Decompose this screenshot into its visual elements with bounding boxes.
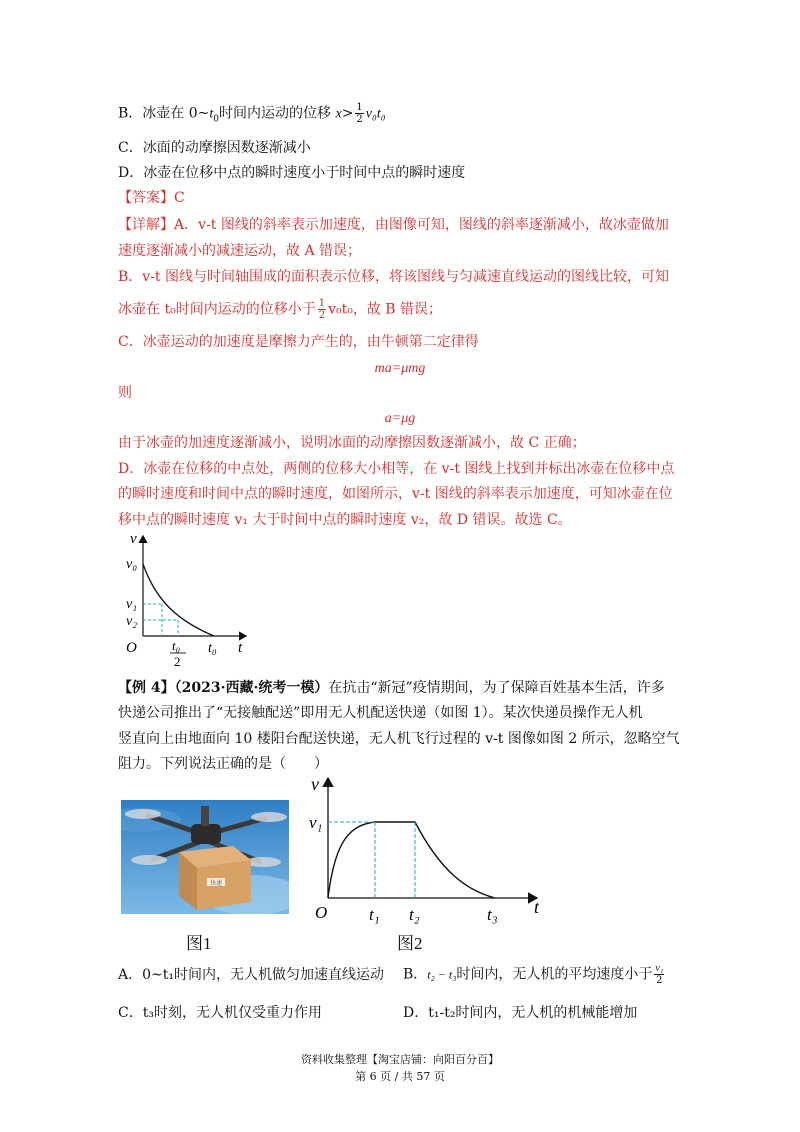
example4-option-c: C．t₃时刻，无人机仅受重力作用 bbox=[118, 1005, 322, 1021]
equation-acceleration: a=μg bbox=[384, 411, 416, 426]
footer-page-number: 第 6 页 / 共 57 页 bbox=[355, 1070, 445, 1083]
explanation-then: 则 bbox=[118, 385, 132, 401]
velocity-curve bbox=[328, 822, 495, 898]
example4-line-4: 阻力。下列说法正确的是（ ） bbox=[118, 756, 328, 772]
explanation-line-1: 【详解】A．v-t 图线的斜率表示加速度，由图像可知，图线的斜率逐渐减小，故冰壶做加 bbox=[118, 217, 669, 233]
label-v2: v₂ bbox=[126, 614, 138, 629]
label-t0: t₀ bbox=[208, 641, 217, 656]
label-v: v bbox=[130, 531, 137, 547]
example4-line-1: 【例 4】（2023·西藏·统考一模）在抗击“新冠”疫情期间，为了保障百姓基本生活，许多 bbox=[118, 680, 665, 696]
option-b: B．冰壶在 $0\sim t_0$时间内运动的位移 x> $\frac{1}{2}$ v₀t₀ bbox=[118, 102, 386, 125]
label-t0-half-den: 2 bbox=[174, 654, 181, 669]
drone-vt-graph bbox=[305, 770, 550, 930]
answer-label: 【答案】C bbox=[118, 190, 185, 206]
label-t0-half-num: t₀ bbox=[172, 638, 181, 653]
figure1-caption: 图1 bbox=[186, 934, 212, 953]
example-tag: 【例 4】 bbox=[118, 680, 175, 696]
curling-vt-graph bbox=[118, 526, 268, 676]
label-origin: O bbox=[126, 640, 137, 656]
equation-newton: ma=μmg bbox=[374, 361, 426, 376]
fraction-half: $\frac{1}{2}$ bbox=[318, 298, 326, 321]
option-d: D．冰壶在位移中点的瞬时速度小于时间中点的瞬时速度 bbox=[118, 165, 466, 181]
example4-line-3: 竖直向上由地面向 10 楼阳台配送快递，无人机飞行过程的 v-t 图像如图 2 所示，忽略空气 bbox=[118, 731, 680, 747]
label-v1: v₁ bbox=[309, 813, 323, 832]
label-t2: t₂ bbox=[409, 905, 420, 924]
fraction-v1-half: $\frac{\text{v₁}}{2}$ bbox=[655, 963, 664, 986]
example4-line-2: 快递公司推出了“无接触配送”即用无人机配送快递（如图 1）。某次快递员操作无人机 bbox=[118, 705, 643, 721]
label-t: t bbox=[238, 640, 243, 656]
label-v1: v₁ bbox=[126, 597, 138, 612]
explanation-line-2: 速度逐渐减小的减速运动，故 A 错误； bbox=[118, 243, 362, 259]
example4-option-b: B．t₂ − t₃时间内，无人机的平均速度小于 $\frac{\text{v₁}}{2}$ bbox=[403, 963, 664, 986]
figure2-caption: 图2 bbox=[397, 934, 423, 953]
explanation-line-5: C．冰壶运动的加速度是摩擦力产生的，由牛顿第二定律得 bbox=[118, 334, 479, 350]
footer-source: 资料收集整理【淘宝店铺：向阳百分百】 bbox=[301, 1053, 499, 1066]
example4-option-a: A．0~t₁时间内，无人机做匀加速直线运动 bbox=[118, 967, 384, 983]
label-v: v bbox=[311, 774, 319, 794]
svg-text:快递: 快递 bbox=[209, 881, 223, 887]
label-origin: O bbox=[315, 903, 328, 922]
explanation-line-6: 由于冰壶的加速度逐渐减小，说明冰面的动摩擦因数逐渐减小，故 C 正确； bbox=[118, 435, 586, 451]
explanation-line-4: 冰壶在 t₀时间内运动的位移小于 $\frac{1}{2}$ v₀t₀，故 B 错误； bbox=[118, 298, 443, 321]
explanation-line-8: 的瞬时速度和时间中点的瞬时速度，如图所示，v-t 图线的斜率表示加速度，可知冰壶在位 bbox=[118, 486, 673, 502]
label-t1: t₁ bbox=[369, 905, 380, 924]
explanation-line-7: D．冰壶在位移的中点处，两侧的位移大小相等，在 v-t 图线上找到并标出冰壶在位移中点 bbox=[118, 461, 675, 477]
explanation-line-3: B．v-t 图线与时间轴围成的面积表示位移，将该图线与匀减速直线运动的图线比较，可知 bbox=[118, 269, 670, 285]
example4-option-d: D．t₁-t₂时间内，无人机的机械能增加 bbox=[403, 1005, 638, 1021]
label-v0: v₀ bbox=[126, 557, 138, 572]
example-source: （2023·西藏·统考一模） bbox=[174, 680, 329, 696]
option-c: C．冰面的动摩擦因数逐渐减小 bbox=[118, 140, 311, 156]
explanation-line-9: 移中点的瞬时速度 v₁ 大于时间中点的瞬时速度 v₂，故 D 错误。故选 C。 bbox=[118, 512, 572, 528]
label-t3: t₃ bbox=[487, 905, 498, 924]
label-t: t bbox=[534, 897, 540, 917]
fraction-half: $\frac{1}{2}$ bbox=[356, 102, 363, 125]
drone-photo bbox=[121, 800, 289, 914]
